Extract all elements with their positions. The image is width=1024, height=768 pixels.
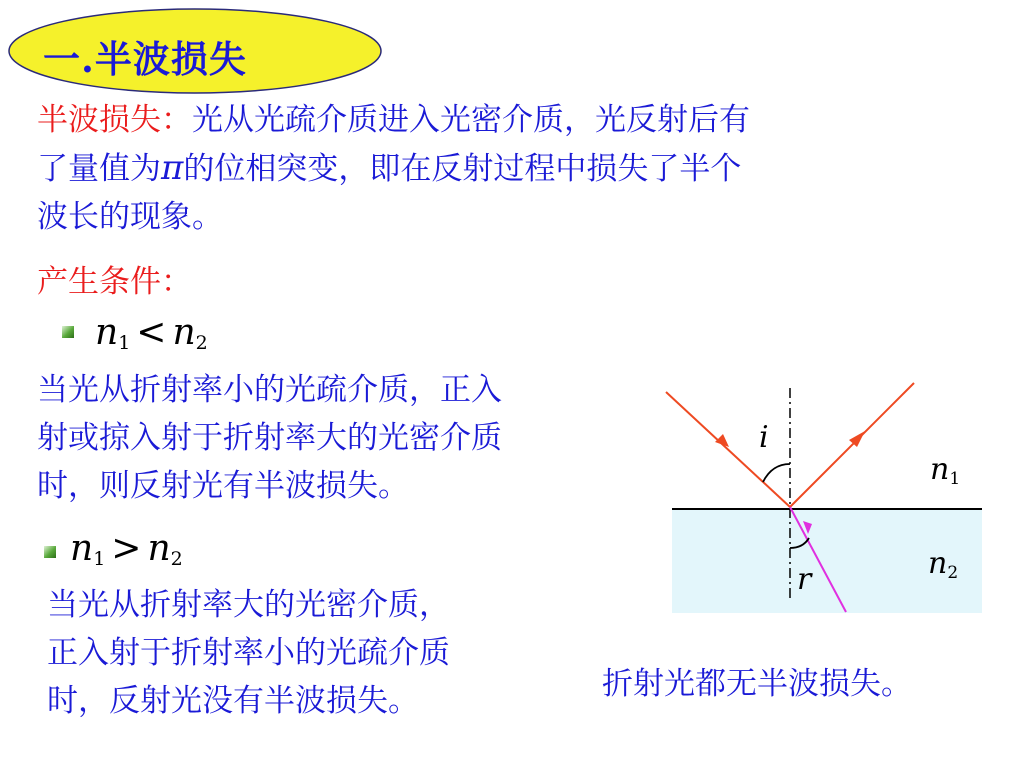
definition-text-2a: 了量值为 [37,151,161,187]
n2-label [928,546,958,583]
conditions-label: 产生条件： [37,264,192,300]
definition-text-1: 光从光疏介质进入光密介质，光反射后有 [192,102,750,138]
case2-operator: > [111,528,142,569]
case1-n-b: n [172,312,196,353]
case2-line-2: 正入射于折射率小的光疏介质 [47,635,450,671]
section-title: 一.半波损失 [43,37,247,81]
incident-ray [666,392,790,507]
n1-label [930,452,960,489]
case1-operator: < [136,312,167,353]
angle-r-label: r [797,562,812,597]
case1-line-3: 时，则反射光有半波损失。 [37,468,409,504]
n1-symbol: n [930,452,950,487]
definition-term: 半波损失： [37,102,192,138]
case1-n-a: n [95,312,119,353]
angle-i-arc [763,464,790,482]
n2-symbol: n [928,546,948,581]
n2-subscript: 2 [947,563,959,583]
definition-line-3: 波长的现象。 [37,199,223,235]
case1-sub-b: 2 [195,332,208,354]
case2-line-1: 当光从折射率大的光密介质， [47,587,450,623]
case2-sub-b: 2 [170,548,183,570]
case2-n-b: n [147,528,171,569]
case1-line-1: 当光从折射率小的光疏介质，正入 [37,372,502,408]
reflected-ray [790,383,914,507]
angle-i-label: i [759,420,769,455]
n1-subscript: 1 [949,469,961,489]
case2-line-3: 时，反射光没有半波损失。 [47,683,419,719]
case2-n-a: n [70,528,94,569]
case2-sub-a: 1 [93,548,106,570]
pi-symbol: π [161,148,184,188]
case1-line-2: 射或掠入射于折射率大的光密介质 [37,420,502,456]
refraction-note: 折射光都无半波损失。 [602,666,912,702]
case1-sub-a: 1 [118,332,131,354]
definition-text-2b: 的位相突变，即在反射过程中损失了半个 [183,151,742,187]
